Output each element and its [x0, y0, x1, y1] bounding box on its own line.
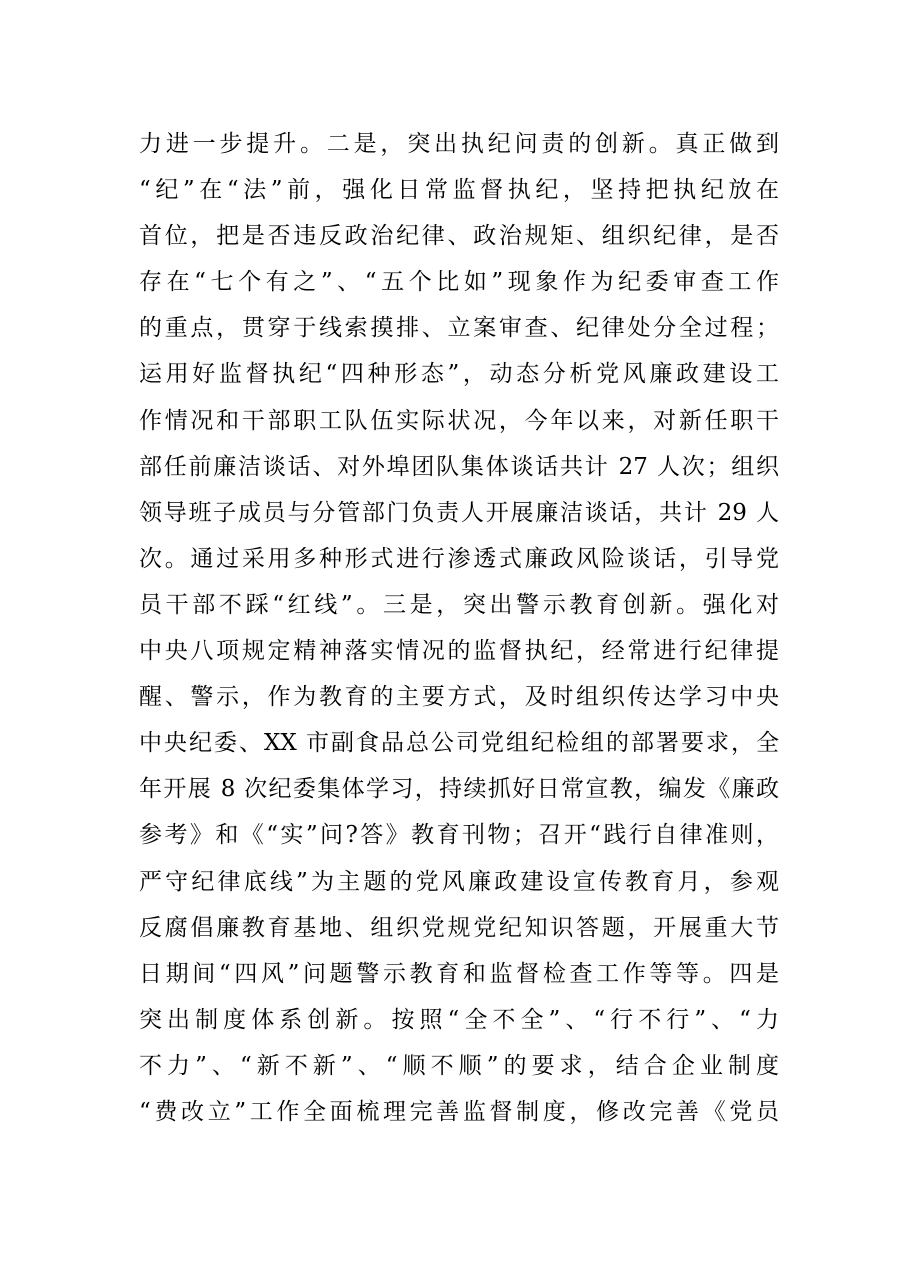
text-line: 反腐倡廉教育基地、组织党规党纪知识答题，开展重大节	[139, 914, 779, 941]
text-line: 不力”、“新不新”、“顺不顺”的要求，结合企业制度	[139, 1052, 779, 1079]
text-line: “纪”在“法”前，强化日常监督执纪，坚持把执纪放在	[139, 177, 779, 204]
text-line: “费改立”工作全面梳理完善监督制度，修改完善《党员	[139, 1098, 779, 1125]
text-line: 员干部不踩“红线”。三是，突出警示教育创新。强化对	[139, 591, 779, 618]
text-line: 中央纪委、XX 市副食品总公司党组纪检组的部署要求，全	[139, 730, 779, 757]
text-line: 力进一步提升。二是，突出执纪问责的创新。真正做到	[139, 131, 779, 157]
text-line: 次。通过采用多种形式进行渗透式廉政风险谈话，引导党	[139, 545, 779, 572]
text-line: 领导班子成员与分管部门负责人开展廉洁谈话，共计 29 人	[139, 499, 779, 526]
text-line: 突出制度体系创新。按照“全不全”、“行不行”、“力	[139, 1006, 779, 1033]
text-line: 年开展 8 次纪委集体学习，持续抓好日常宣教，编发《廉政	[139, 776, 779, 803]
text-line: 作情况和干部职工队伍实际状况，今年以来，对新任职干	[139, 407, 779, 434]
text-line: 参考》和《“实”问?答》教育刊物；召开“践行自律准则，	[139, 822, 779, 849]
text-line: 的重点，贯穿于线索摸排、立案审查、纪律处分全过程；	[139, 315, 779, 342]
text-line: 首位，把是否违反政治纪律、政治规矩、组织纪律，是否	[139, 223, 779, 250]
text-line: 日期间“四风”问题警示教育和监督检查工作等等。四是	[139, 960, 779, 987]
text-line: 中央八项规定精神落实情况的监督执纪，经常进行纪律提	[139, 638, 779, 665]
text-line: 部任前廉洁谈话、对外埠团队集体谈话共计 27 人次；组织	[139, 453, 779, 480]
text-line: 运用好监督执纪“四种形态”，动态分析党风廉政建设工	[139, 361, 779, 388]
text-line: 存在“七个有之”、“五个比如”现象作为纪委审查工作	[139, 269, 779, 296]
text-line: 严守纪律底线”为主题的党风廉政建设宣传教育月，参观	[139, 868, 779, 895]
text-line: 醒、警示，作为教育的主要方式，及时组织传达学习中央	[139, 684, 779, 711]
body-paragraph	[139, 121, 779, 1135]
